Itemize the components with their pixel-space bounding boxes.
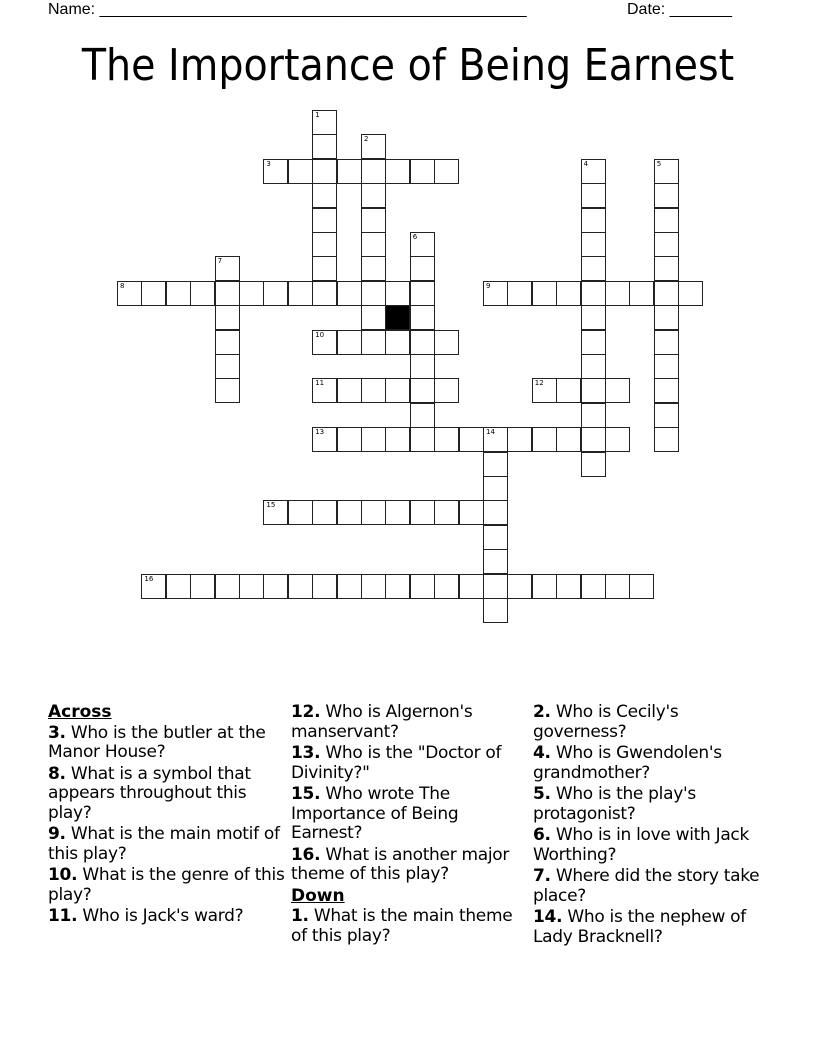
grid-cell[interactable] — [434, 574, 459, 599]
grid-cell[interactable] — [532, 574, 557, 599]
cell-number: 3 — [266, 159, 271, 168]
clue-down-14: 14. Who is the nephew of Lady Bracknell? — [533, 907, 746, 947]
grid-cell[interactable] — [361, 305, 386, 330]
clue-across-9: 9. What is the main motif of this play? — [48, 824, 280, 864]
page-title: The Importance of Being Earnest — [81, 40, 735, 91]
grid-cell[interactable] — [605, 281, 630, 306]
cell-number: 14 — [486, 428, 495, 437]
grid-cell[interactable] — [581, 574, 606, 599]
grid-cell[interactable] — [410, 330, 435, 355]
grid-cell[interactable] — [361, 330, 386, 355]
clue-down-4: 4. Who is Gwendolen's grandmother? — [533, 743, 722, 783]
grid-cell[interactable] — [483, 598, 508, 623]
grid-cell[interactable] — [190, 281, 215, 306]
grid-cell[interactable] — [605, 378, 630, 403]
grid-cell[interactable] — [654, 183, 679, 208]
grid-cell[interactable] — [337, 330, 362, 355]
clues-column-1 — [48, 703, 286, 929]
grid-cell[interactable] — [654, 208, 679, 233]
grid-cell[interactable] — [434, 500, 459, 525]
cell-number: 12 — [534, 379, 544, 388]
name-field[interactable]: Name: ________________________________________________ — [48, 1, 527, 18]
grid-cell[interactable] — [312, 232, 337, 257]
grid-cell[interactable] — [312, 378, 337, 403]
grid-cell[interactable] — [434, 159, 459, 184]
grid-cell[interactable] — [532, 378, 557, 403]
grid-cell[interactable] — [654, 232, 679, 257]
grid-cell[interactable] — [215, 574, 240, 599]
grid-cell[interactable] — [337, 574, 362, 599]
grid-cell[interactable] — [556, 574, 581, 599]
grid-cell[interactable] — [312, 110, 337, 135]
cell-number: 10 — [315, 330, 325, 339]
grid-cell[interactable] — [263, 574, 288, 599]
grid-cell[interactable] — [312, 183, 337, 208]
grid-cell[interactable] — [190, 574, 215, 599]
cell-number: 8 — [120, 281, 125, 290]
grid-cell[interactable] — [483, 427, 508, 452]
grid-cell[interactable] — [312, 500, 337, 525]
grid-cell[interactable] — [556, 378, 581, 403]
grid-cell[interactable] — [166, 574, 191, 599]
cell-number: 2 — [364, 135, 369, 144]
grid-cell[interactable] — [361, 427, 386, 452]
grid-cell[interactable] — [312, 281, 337, 306]
grid-cell[interactable] — [581, 281, 606, 306]
clue-down-7: 7. Where did the story take place? — [533, 866, 760, 906]
clue-across-16: 16. What is another major theme of this play? — [291, 844, 510, 884]
grid-cell[interactable] — [385, 159, 410, 184]
grid-cell[interactable] — [581, 403, 606, 428]
grid-cell[interactable] — [337, 500, 362, 525]
grid-cell[interactable] — [654, 256, 679, 281]
grid-cell[interactable] — [629, 281, 654, 306]
grid-cell[interactable] — [654, 305, 679, 330]
grid-cell[interactable] — [337, 159, 362, 184]
grid-cell[interactable] — [410, 281, 435, 306]
grid-cell[interactable] — [483, 549, 508, 574]
grid-cell[interactable] — [678, 281, 703, 306]
clue-across-11: 11. Who is Jack's ward? — [48, 906, 244, 926]
grid-cell[interactable] — [385, 500, 410, 525]
grid-cell[interactable] — [410, 159, 435, 184]
grid-cell[interactable] — [263, 159, 288, 184]
grid-cell[interactable] — [483, 574, 508, 599]
grid-cell[interactable] — [654, 330, 679, 355]
grid-cell[interactable] — [215, 305, 240, 330]
grid-cell[interactable] — [361, 500, 386, 525]
grid-cell[interactable] — [410, 500, 435, 525]
grid-cell[interactable] — [312, 256, 337, 281]
grid-cell[interactable] — [385, 281, 410, 306]
grid-cell[interactable] — [385, 330, 410, 355]
cell-number: 16 — [144, 574, 154, 583]
cell-number: 13 — [315, 428, 325, 437]
grid-cell[interactable] — [605, 574, 630, 599]
grid-cell[interactable] — [654, 403, 679, 428]
grid-cell[interactable] — [361, 232, 386, 257]
grid-cell[interactable] — [581, 354, 606, 379]
cell-number: 5 — [656, 159, 662, 168]
across-heading: Across — [48, 702, 112, 722]
grid-cell[interactable] — [312, 134, 337, 159]
clues-column-3 — [533, 703, 771, 949]
grid-cell[interactable] — [361, 574, 386, 599]
cell-number: 7 — [217, 257, 223, 266]
grid-cell[interactable] — [654, 159, 679, 184]
grid-cell[interactable] — [288, 159, 313, 184]
grid-cell[interactable] — [215, 281, 240, 306]
grid-cell[interactable] — [385, 574, 410, 599]
grid-cell[interactable] — [361, 159, 386, 184]
grid-cell[interactable] — [117, 281, 142, 306]
cell-number: 1 — [315, 111, 320, 119]
grid-cell[interactable] — [215, 256, 240, 281]
grid-cell[interactable] — [483, 500, 508, 525]
grid-cell[interactable] — [605, 427, 630, 452]
grid-cell[interactable] — [361, 183, 386, 208]
grid-cell[interactable] — [459, 427, 484, 452]
clue-across-13: 13. Who is the "Doctor of Divinity?" — [291, 743, 502, 783]
grid-cell[interactable] — [654, 378, 679, 403]
grid-cell[interactable] — [141, 574, 166, 599]
grid-cell[interactable] — [434, 378, 459, 403]
grid-cell[interactable] — [410, 305, 435, 330]
cell-number: 9 — [486, 281, 491, 290]
grid-cell[interactable] — [215, 354, 240, 379]
clue-across-8: 8. What is a symbol that appears throughout this play? — [48, 763, 251, 823]
grid-cell[interactable] — [312, 159, 337, 184]
grid-cell[interactable] — [581, 208, 606, 233]
grid-cell[interactable] — [532, 427, 557, 452]
clue-down-2: 2. Who is Cecily's governess? — [533, 702, 679, 742]
grid-cell[interactable] — [215, 330, 240, 355]
grid-cell[interactable] — [483, 476, 508, 501]
grid-cell[interactable] — [312, 427, 337, 452]
grid-cell[interactable] — [337, 281, 362, 306]
grid-cell[interactable] — [239, 281, 264, 306]
grid-cell[interactable] — [581, 330, 606, 355]
grid-cell[interactable] — [361, 256, 386, 281]
grid-cell[interactable] — [410, 427, 435, 452]
grid-cell[interactable] — [337, 378, 362, 403]
black-cell — [385, 305, 410, 330]
grid-cell[interactable] — [483, 452, 508, 477]
grid-cell[interactable] — [654, 427, 679, 452]
grid-cell[interactable] — [312, 208, 337, 233]
grid-cell[interactable] — [581, 378, 606, 403]
grid-cell[interactable] — [581, 232, 606, 257]
clue-down-1: 1. What is the main theme of this play? — [291, 906, 513, 946]
grid-cell[interactable] — [410, 232, 435, 257]
grid-cell[interactable] — [459, 574, 484, 599]
grid-cell[interactable] — [483, 281, 508, 306]
grid-cell[interactable] — [410, 378, 435, 403]
grid-cell[interactable] — [507, 281, 532, 306]
grid-cell[interactable] — [361, 208, 386, 233]
grid-cell[interactable] — [361, 281, 386, 306]
grid-cell[interactable] — [581, 183, 606, 208]
grid-cell[interactable] — [263, 281, 288, 306]
grid-cell[interactable] — [581, 159, 606, 184]
grid-cell[interactable] — [556, 281, 581, 306]
grid-cell[interactable] — [581, 256, 606, 281]
grid-cell[interactable] — [434, 330, 459, 355]
clue-down-5: 5. Who is the play's protagonist? — [533, 784, 696, 824]
grid-cell[interactable] — [361, 134, 386, 159]
grid-cell[interactable] — [239, 574, 264, 599]
grid-cell[interactable] — [312, 330, 337, 355]
grid-cell[interactable] — [288, 574, 313, 599]
cell-number: 15 — [266, 501, 276, 510]
grid-cell[interactable] — [288, 500, 313, 525]
grid-cell[interactable] — [361, 378, 386, 403]
clue-down-6: 6. Who is in love with Jack Worthing? — [533, 825, 750, 865]
clues-column-2 — [291, 703, 529, 948]
grid-cell[interactable] — [410, 403, 435, 428]
grid-cell[interactable] — [215, 378, 240, 403]
grid-cell[interactable] — [337, 427, 362, 452]
grid-cell[interactable] — [507, 574, 532, 599]
grid-cell[interactable] — [629, 574, 654, 599]
grid-cell[interactable] — [654, 281, 679, 306]
clue-across-12: 12. Who is Algernon's manservant? — [291, 702, 473, 742]
grid-cell[interactable] — [654, 354, 679, 379]
grid-cell[interactable] — [459, 500, 484, 525]
cell-number: 4 — [583, 159, 589, 168]
clue-across-3: 3. Who is the butler at the Manor House? — [48, 722, 266, 762]
grid-cell[interactable] — [410, 354, 435, 379]
down-heading: Down — [291, 885, 345, 906]
grid-cell[interactable] — [410, 574, 435, 599]
grid-cell[interactable] — [312, 574, 337, 599]
grid-cell[interactable] — [581, 305, 606, 330]
clue-across-15: 15. Who wrote The Importance of Being Earnest? — [291, 784, 459, 843]
grid-cell[interactable] — [141, 281, 166, 306]
grid-cell[interactable] — [410, 256, 435, 281]
grid-cell[interactable] — [581, 452, 606, 477]
grid-cell[interactable] — [507, 427, 532, 452]
clue-across-10: 10. What is the genre of this play? — [48, 865, 285, 905]
grid-cell[interactable] — [556, 427, 581, 452]
cell-number: 11 — [315, 379, 325, 388]
grid-cell[interactable] — [166, 281, 191, 306]
date-field[interactable]: Date: _______ — [627, 1, 732, 18]
grid-cell[interactable] — [288, 281, 313, 306]
grid-cell[interactable] — [434, 427, 459, 452]
grid-cell[interactable] — [581, 427, 606, 452]
grid-cell[interactable] — [532, 281, 557, 306]
grid-cell[interactable] — [385, 378, 410, 403]
cell-number: 6 — [412, 233, 418, 241]
grid-cell[interactable] — [263, 500, 288, 525]
grid-cell[interactable] — [385, 427, 410, 452]
grid-cell[interactable] — [483, 525, 508, 550]
